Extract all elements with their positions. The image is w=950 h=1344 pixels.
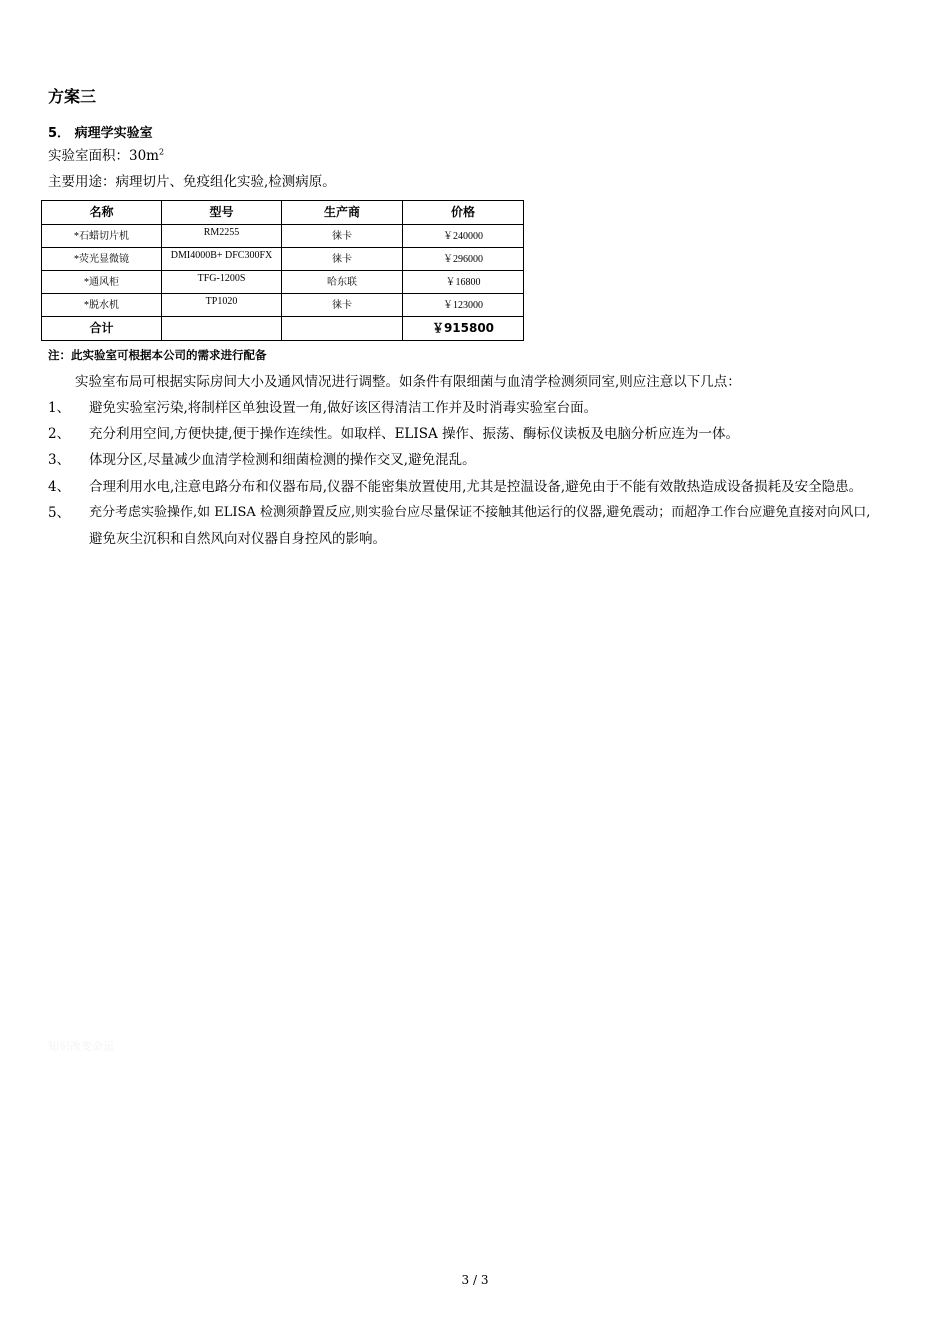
total-label: 合计 bbox=[42, 317, 162, 341]
total-value: ￥915800 bbox=[403, 317, 524, 341]
table-row bbox=[42, 248, 524, 271]
lab-area bbox=[48, 146, 164, 166]
table-row bbox=[42, 294, 524, 317]
total-empty-cell bbox=[282, 317, 403, 341]
lab-usage: 主要用途：病理切片、免疫组化实验,检测病原。 bbox=[48, 174, 336, 190]
cell-name: *石蜡切片机 bbox=[42, 225, 162, 248]
cell-name: *通风柜 bbox=[42, 271, 162, 294]
section-heading: 5． 病理学实验室 bbox=[48, 126, 153, 141]
header-price: 价格 bbox=[403, 201, 524, 225]
cell-maker: 徕卡 bbox=[282, 225, 403, 248]
cell-maker: 徕卡 bbox=[282, 294, 403, 317]
list-item-text-continued: 避免灰尘沉积和自然风向对仪器自身控风的影响。 bbox=[89, 531, 386, 547]
table-total-row bbox=[42, 317, 524, 341]
watermark: 知识改变命运 bbox=[48, 1040, 114, 1053]
lab-area-text: 实验室面积：30m bbox=[48, 148, 159, 164]
list-item-text: 避免实验室污染,将制样区单独设置一角,做好该区得清洁工作并及时消毒实验室台面。 bbox=[89, 400, 598, 416]
cell-price: ￥16800 bbox=[403, 271, 524, 294]
header-name: 名称 bbox=[42, 201, 162, 225]
lab-area-superscript: 2 bbox=[158, 147, 165, 157]
list-item-number: 5、 bbox=[48, 505, 71, 521]
cell-model: DMI4000B+ DFC300FX bbox=[162, 248, 282, 271]
list-item-number: 3、 bbox=[48, 452, 71, 468]
intro-paragraph: 实验室布局可根据实际房间大小及通风情况进行调整。如条件有限细菌与血清学检测须同室,则应注意以下几点： bbox=[75, 374, 741, 390]
list-item-text: 体现分区,尽量减少血清学检测和细菌检测的操作交叉,避免混乱。 bbox=[89, 452, 476, 468]
table-row bbox=[42, 225, 524, 248]
cell-model: RM2255 bbox=[162, 225, 282, 248]
page-title: 方案三 bbox=[48, 87, 97, 106]
table-note: 注：此实验室可根据本公司的需求进行配备 bbox=[48, 348, 267, 362]
list-item-text: 充分利用空间,方便快捷,便于操作连续性。如取样、ELISA 操作、振荡、酶标仪读板及电脑分析应连为一体。 bbox=[89, 426, 740, 442]
list-item-text: 充分考虑实验操作,如 ELISA 检测须静置反应,则实验台应尽量保证不接触其他运行的仪器,避免震动；而超净工作台应避免直接对向风口, bbox=[89, 505, 871, 520]
total-empty-cell bbox=[162, 317, 282, 341]
cell-maker: 哈东联 bbox=[282, 271, 403, 294]
cell-model: TP1020 bbox=[162, 294, 282, 317]
list-item-number: 1、 bbox=[48, 400, 71, 416]
cell-price: ￥296000 bbox=[403, 248, 524, 271]
list-item-number: 4、 bbox=[48, 479, 71, 495]
cell-maker: 徕卡 bbox=[282, 248, 403, 271]
cell-price: ￥240000 bbox=[403, 225, 524, 248]
list-item-number: 2、 bbox=[48, 426, 71, 442]
table-row bbox=[42, 271, 524, 294]
header-maker: 生产商 bbox=[282, 201, 403, 225]
equipment-table bbox=[41, 200, 524, 341]
cell-name: *脱水机 bbox=[42, 294, 162, 317]
header-model: 型号 bbox=[162, 201, 282, 225]
list-item-text: 合理利用水电,注意电路分布和仪器布局,仪器不能密集放置使用,尤其是控温设备,避免由于不能有效散热造成设备损耗及安全隐患。 bbox=[89, 479, 863, 495]
table-header-row bbox=[42, 201, 524, 225]
page-number: 3 / 3 bbox=[461, 1273, 489, 1287]
cell-price: ￥123000 bbox=[403, 294, 524, 317]
cell-name: *荧光显微镜 bbox=[42, 248, 162, 271]
cell-model: TFG-1200S bbox=[162, 271, 282, 294]
